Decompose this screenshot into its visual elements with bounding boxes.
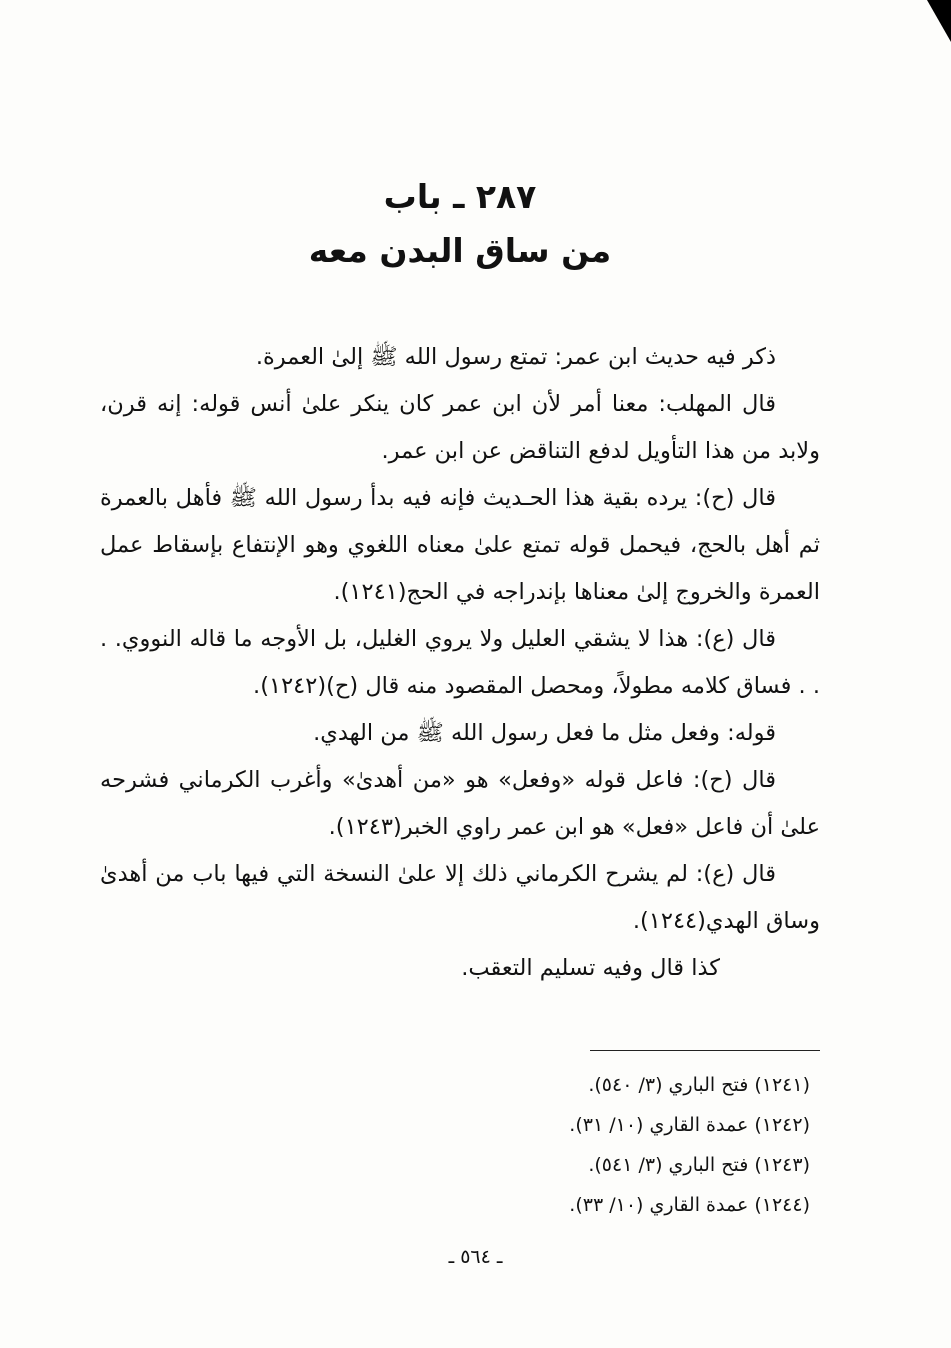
corner-mark [927, 0, 951, 42]
footnotes [100, 1065, 820, 1225]
paragraph: قال (ع): هذا لا يشقي العليل ولا يروي الغليل، بل الأوجه ما قاله النووي. . . . فساق كلامه مطولاً، ومحصل المقصود منه قال (ح)(١٢٤٢). [100, 626, 820, 699]
paragraph: قال (ع): لم يشرح الكرماني ذلك إلا علىٰ النسخة التي فيها باب من أهدىٰ وساق الهدي(١٢٤٤). [100, 861, 820, 934]
page-content [100, 170, 820, 1225]
chapter-number: ٢٨٧ ـ باب [383, 177, 537, 216]
paragraph: قال المهلب: معنا أمر لأن ابن عمر كان ينكر علىٰ أنس قوله: إنه قرن، ولابد من هذا التأويل لدفع التناقض عن ابن عمر. [100, 391, 820, 464]
paragraph: كذا قال وفيه تسليم التعقب. [461, 955, 720, 981]
paragraph: ذكر فيه حديث ابن عمر: تمتع رسول الله ﷺ إلىٰ العمرة. [255, 344, 776, 370]
chapter-heading [100, 170, 820, 278]
footnotes-divider [590, 1050, 820, 1051]
body-text [100, 334, 820, 992]
paragraph: قوله: وفعل مثل ما فعل رسول الله ﷺ من الهدي. [313, 720, 776, 746]
page-number: ـ ٥٦٤ ـ [448, 1246, 503, 1268]
footnote: (١٢٤٢) عمدة القاري (١٠/ ٣١). [569, 1114, 810, 1136]
footnote: (١٢٤٣) فتح الباري (٣/ ٥٤١). [588, 1154, 810, 1176]
chapter-title: من ساق البدن معه [308, 231, 612, 270]
footnote: (١٢٤١) فتح الباري (٣/ ٥٤٠). [588, 1074, 810, 1096]
paragraph: قال (ح): فاعل قوله «وفعل» هو «من أهدىٰ» وأغرب الكرماني فشرحه علىٰ أن فاعل «فعل» هو ابن عمر راوي الخبر(١٢٤٣). [100, 767, 820, 840]
paragraph: قال (ح): يرده بقية هذا الحـديث فإنه فيه بدأ رسول الله ﷺ فأهل بالعمرة ثم أهل بالحج، فيحمل قوله تمتع علىٰ معناه اللغوي وهو الإنتفاع بإسقاط عمل العمرة والخروج إلىٰ معناها بإندراجه في الحج(١٢٤١). [100, 485, 820, 605]
footnote: (١٢٤٤) عمدة القاري (١٠/ ٣٣). [569, 1194, 810, 1216]
